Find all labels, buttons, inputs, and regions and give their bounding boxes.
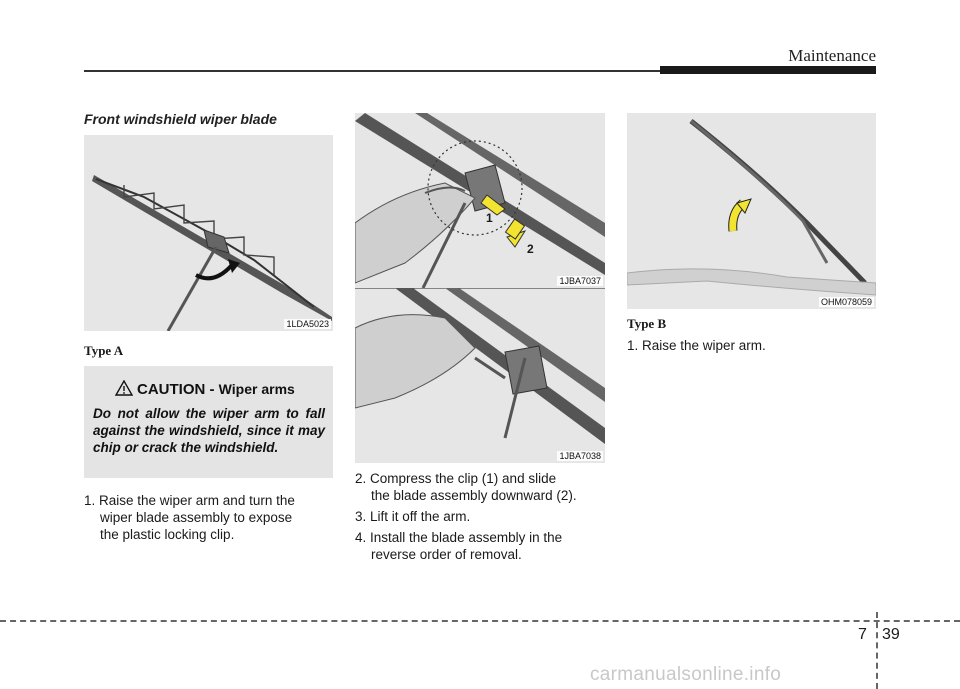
- type-b-step-1: 1. Raise the wiper arm.: [627, 338, 766, 353]
- header-bar: [660, 66, 876, 74]
- figure-code: 1JBA7038: [559, 451, 601, 461]
- type-b-label: Type B: [627, 316, 667, 331]
- figure-code: 1JBA7037: [559, 276, 601, 286]
- chapter-number: 7: [858, 626, 867, 643]
- section-title: Front windshield wiper blade: [84, 111, 277, 127]
- lift-off-illustration: [355, 288, 605, 463]
- figure-code: 1LDA5023: [286, 319, 329, 329]
- step-1-line: wiper blade assembly to expose: [100, 510, 293, 525]
- callout-2: 2: [527, 242, 534, 256]
- caution-box: [84, 366, 333, 478]
- step-4-line: reverse order of removal.: [371, 547, 522, 562]
- caution-label: CAUTION -: [137, 381, 219, 398]
- figure-type-a: [84, 135, 333, 331]
- caution-text: Do not allow the wiper arm to fall against the windshield, since it may chip or crack the windshield.: [93, 406, 325, 455]
- watermark: carmanualsonline.info: [590, 664, 782, 685]
- step-list-type-a: [84, 492, 333, 543]
- warning-triangle-icon: [115, 380, 133, 396]
- caution-subtitle: Wiper arms: [218, 381, 295, 397]
- step-3: 3. Lift it off the arm.: [355, 509, 471, 524]
- figure-code: OHM078059: [820, 297, 872, 307]
- step-2-line: 2. Compress the clip (1) and slide: [355, 471, 557, 486]
- page-number: 39: [882, 626, 900, 643]
- step-list-middle: [355, 470, 605, 563]
- header-rule: [84, 70, 660, 72]
- step-1-line: the plastic locking clip.: [100, 527, 235, 542]
- type-a-label: Type A: [84, 343, 124, 358]
- caution-title: [137, 381, 295, 398]
- wiper-blade-illustration: [84, 135, 333, 331]
- figure-lift-off: [355, 288, 605, 463]
- figure-clip-compress: [355, 113, 605, 288]
- footer-rule: [0, 620, 960, 622]
- clip-compress-illustration: [355, 113, 605, 288]
- type-b-wiper-illustration: [627, 113, 876, 309]
- step-4-line: 4. Install the blade assembly in the: [355, 530, 563, 545]
- callout-1: 1: [486, 211, 493, 225]
- step-1-line: 1. Raise the wiper arm and turn the: [84, 493, 295, 508]
- footer-divider: [876, 612, 878, 689]
- figure-type-b: [627, 113, 876, 309]
- header-title: Maintenance: [788, 46, 876, 65]
- step-2-line: the blade assembly downward (2).: [371, 488, 577, 503]
